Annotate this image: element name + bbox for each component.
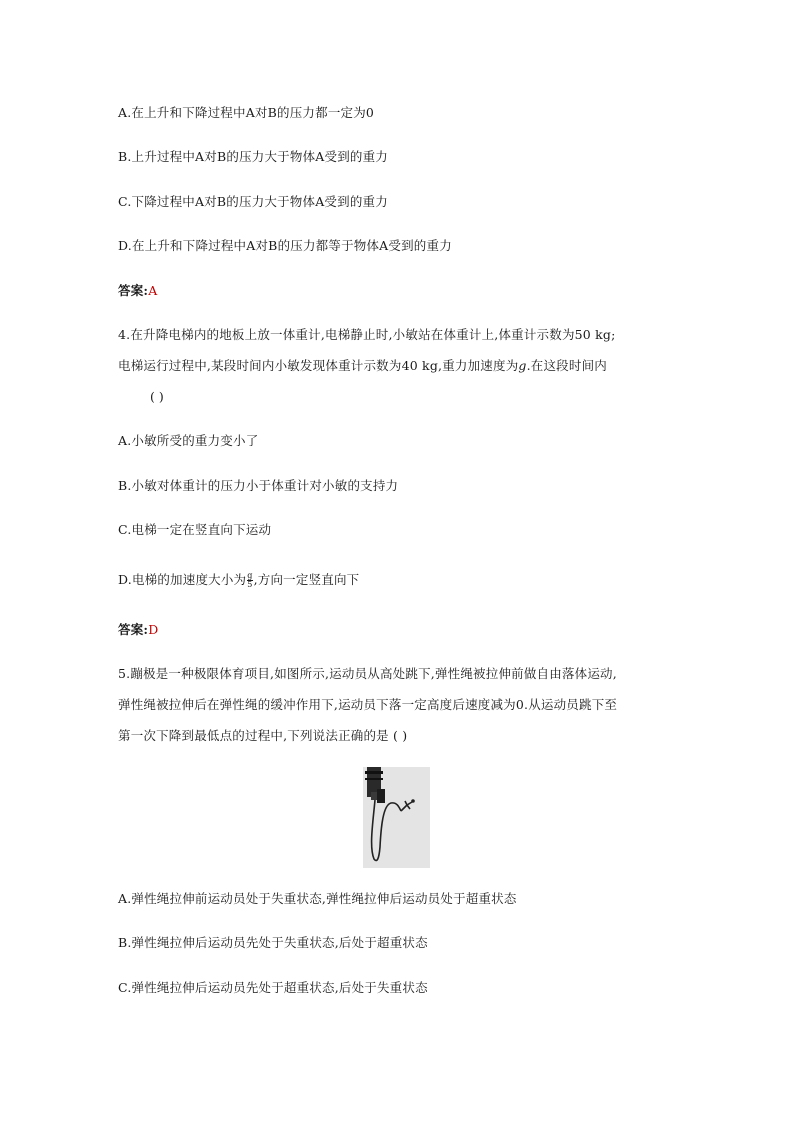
fraction-numerator: g xyxy=(247,571,253,580)
q5-stem-line-1: 5.蹦极是一种极限体育项目,如图所示,运动员从高处跳下,弹性绳被拉伸前做自由落体运动, xyxy=(118,666,617,681)
q4-stem-line-1: 4.在升降电梯内的地板上放一体重计,电梯静止时,小敏站在体重计上,体重计示数为50 kg; xyxy=(118,327,616,342)
answer-value: D xyxy=(148,622,159,637)
q5-option-c: C.弹性绳拉伸后运动员先处于超重状态,后处于失重状态 xyxy=(118,980,428,995)
q4-stem-text-a: 电梯运行过程中,某段时间内小敏发现体重计示数为40 kg,重力加速度为 xyxy=(118,358,519,373)
q3-option-d: D.在上升和下降过程中A对B的压力都等于物体A受到的重力 xyxy=(118,238,452,253)
bungee-figure xyxy=(363,767,430,868)
q5-option-b: B.弹性绳拉伸后运动员先处于失重状态,后处于超重状态 xyxy=(118,935,428,950)
answer-label: 答案: xyxy=(118,622,149,637)
q4-option-d-text-a: D.电梯的加速度大小为 xyxy=(118,572,247,587)
fraction xyxy=(247,572,252,589)
answer-label: 答案: xyxy=(118,283,149,298)
q3-option-c: C.下降过程中A对B的压力大于物体A受到的重力 xyxy=(118,194,388,209)
bungee-jumper-illustration xyxy=(363,767,430,868)
q4-option-c: C.电梯一定在竖直向下运动 xyxy=(118,522,272,537)
q4-stem-g: g xyxy=(518,358,527,373)
q4-stem-line-2 xyxy=(118,358,607,374)
q4-answer xyxy=(118,622,158,638)
answer-value: A xyxy=(148,283,158,298)
q4-stem-text-b: .在这段时间内 xyxy=(526,358,607,373)
q4-option-a: A.小敏所受的重力变小了 xyxy=(118,433,259,448)
q4-answer-blank: ( ) xyxy=(150,389,164,404)
q5-stem-line-3: 第一次下降到最低点的过程中,下列说法正确的是 ( ) xyxy=(118,728,408,743)
fraction-denominator: 5 xyxy=(247,580,253,589)
q3-option-b: B.上升过程中A对B的压力大于物体A受到的重力 xyxy=(118,149,388,164)
q4-option-b: B.小敏对体重计的压力小于体重计对小敏的支持力 xyxy=(118,478,399,493)
q4-option-d xyxy=(118,572,359,589)
q5-option-a: A.弹性绳拉伸前运动员处于失重状态,弹性绳拉伸后运动员处于超重状态 xyxy=(118,891,517,906)
q5-stem-line-2: 弹性绳被拉伸后在弹性绳的缓冲作用下,运动员下落一定高度后速度减为0.从运动员跳下至 xyxy=(118,697,618,712)
q4-option-d-text-b: ,方向一定竖直向下 xyxy=(253,572,360,587)
q3-option-a: A.在上升和下降过程中A对B的压力都一定为0 xyxy=(118,105,375,120)
q3-answer xyxy=(118,283,157,299)
